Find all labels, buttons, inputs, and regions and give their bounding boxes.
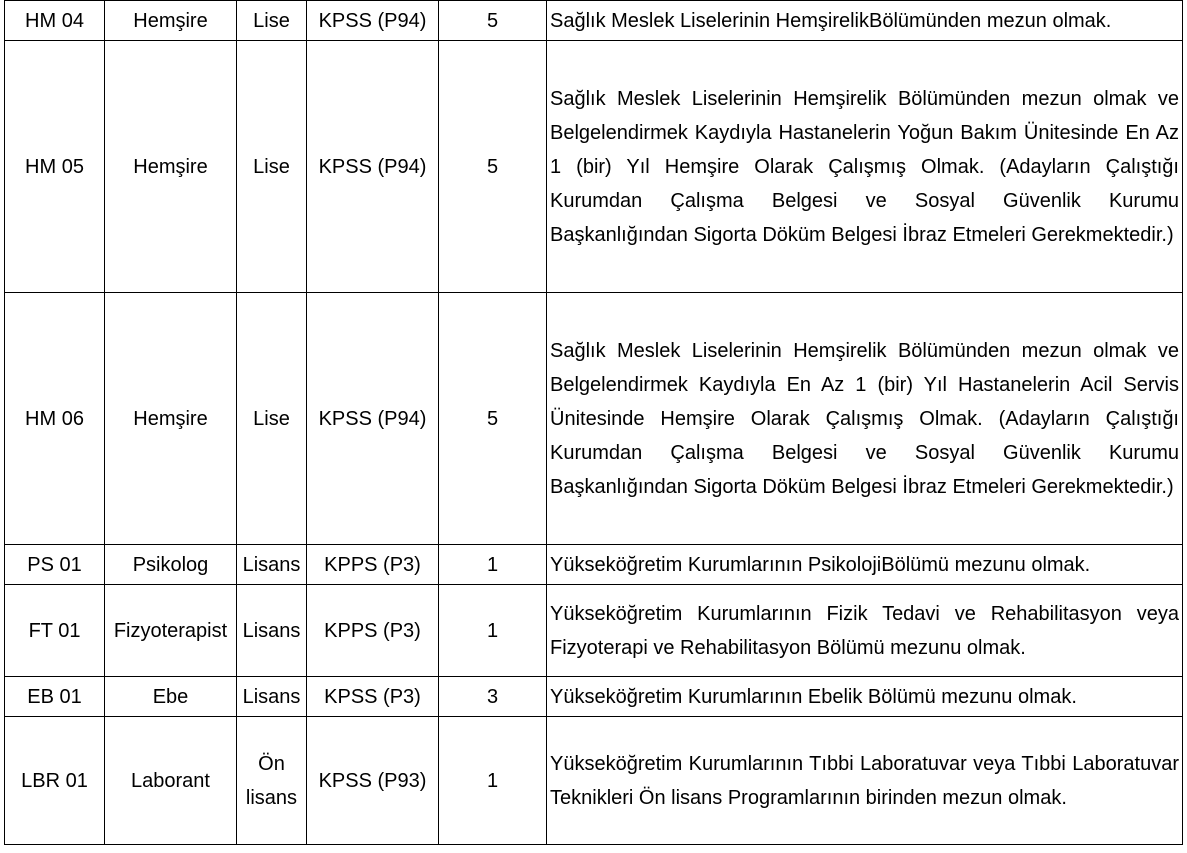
position-count: 1	[439, 717, 547, 845]
qualification-text: Yükseköğretim Kurumlarının Fizik Tedavi ve Rehabilitasyon veya Fizyoterapi ve Rehabilitasyon Bölümü mezunu olmak.	[547, 585, 1183, 677]
position-title: Hemşire	[105, 1, 237, 41]
position-code: EB 01	[5, 677, 105, 717]
position-code: LBR 01	[5, 717, 105, 845]
position-count: 5	[439, 293, 547, 545]
qualification-text: Yükseköğretim Kurumlarının Tıbbi Laboratuvar veya Tıbbi Laboratuvar Teknikleri Ön lisans Programlarının birinden mezun olmak.	[547, 717, 1183, 845]
exam-score-type: KPSS (P93)	[307, 717, 439, 845]
table-row	[5, 41, 1183, 293]
position-code: HM 06	[5, 293, 105, 545]
qualification-text: Yükseköğretim Kurumlarının Ebelik Bölümü mezunu olmak.	[547, 677, 1183, 717]
position-title: Fizyoterapist	[105, 585, 237, 677]
exam-score-type: KPSS (P3)	[307, 677, 439, 717]
position-count: 5	[439, 41, 547, 293]
position-code: HM 05	[5, 41, 105, 293]
position-title: Psikolog	[105, 545, 237, 585]
position-count: 1	[439, 585, 547, 677]
exam-score-type: KPPS (P3)	[307, 545, 439, 585]
exam-score-type: KPSS (P94)	[307, 1, 439, 41]
education-level: Lisans	[237, 677, 307, 717]
education-level: Lisans	[237, 545, 307, 585]
position-title: Laborant	[105, 717, 237, 845]
qualification-text: Sağlık Meslek Liselerinin Hemşirelik Bölümünden mezun olmak ve Belgelendirmek Kaydıyla Hastanelerin Yoğun Bakım Ünitesinde En Az 1 (bir) Yıl Hemşire Olarak Çalışmış Olmak. (Adayların Çalıştığı Kurumdan Çalışma Belgesi ve Sosyal Güvenlik Kurumu Başkanlığından Sigorta Döküm Belgesi İbraz Etmeleri Gerekmektedir.)	[547, 41, 1183, 293]
table-row	[5, 585, 1183, 677]
education-level: Lisans	[237, 585, 307, 677]
education-level: Ön lisans	[237, 717, 307, 845]
positions-table	[4, 0, 1183, 845]
exam-score-type: KPPS (P3)	[307, 585, 439, 677]
table-row	[5, 677, 1183, 717]
exam-score-type: KPSS (P94)	[307, 293, 439, 545]
position-title: Hemşire	[105, 293, 237, 545]
table-row	[5, 293, 1183, 545]
education-level: Lise	[237, 41, 307, 293]
position-title: Hemşire	[105, 41, 237, 293]
position-count: 3	[439, 677, 547, 717]
exam-score-type: KPSS (P94)	[307, 41, 439, 293]
qualification-text: Sağlık Meslek Liselerinin Hemşirelik Bölümünden mezun olmak ve Belgelendirmek Kaydıyla En Az 1 (bir) Yıl Hastanelerin Acil Servis Ünitesinde Hemşire Olarak Çalışmış Olmak. (Adayların Çalıştığı Kurumdan Çalışma Belgesi ve Sosyal Güvenlik Kurumu Başkanlığından Sigorta Döküm Belgesi İbraz Etmeleri Gerekmektedir.)	[547, 293, 1183, 545]
education-level: Lise	[237, 293, 307, 545]
position-code: FT 01	[5, 585, 105, 677]
qualification-text: Sağlık Meslek Liselerinin HemşirelikBölümünden mezun olmak.	[547, 1, 1183, 41]
education-level: Lise	[237, 1, 307, 41]
qualification-text: Yükseköğretim Kurumlarının PsikolojiBölümü mezunu olmak.	[547, 545, 1183, 585]
table-row	[5, 1, 1183, 41]
position-count: 5	[439, 1, 547, 41]
position-code: PS 01	[5, 545, 105, 585]
table-row	[5, 545, 1183, 585]
position-count: 1	[439, 545, 547, 585]
table-row	[5, 717, 1183, 845]
position-title: Ebe	[105, 677, 237, 717]
position-code: HM 04	[5, 1, 105, 41]
